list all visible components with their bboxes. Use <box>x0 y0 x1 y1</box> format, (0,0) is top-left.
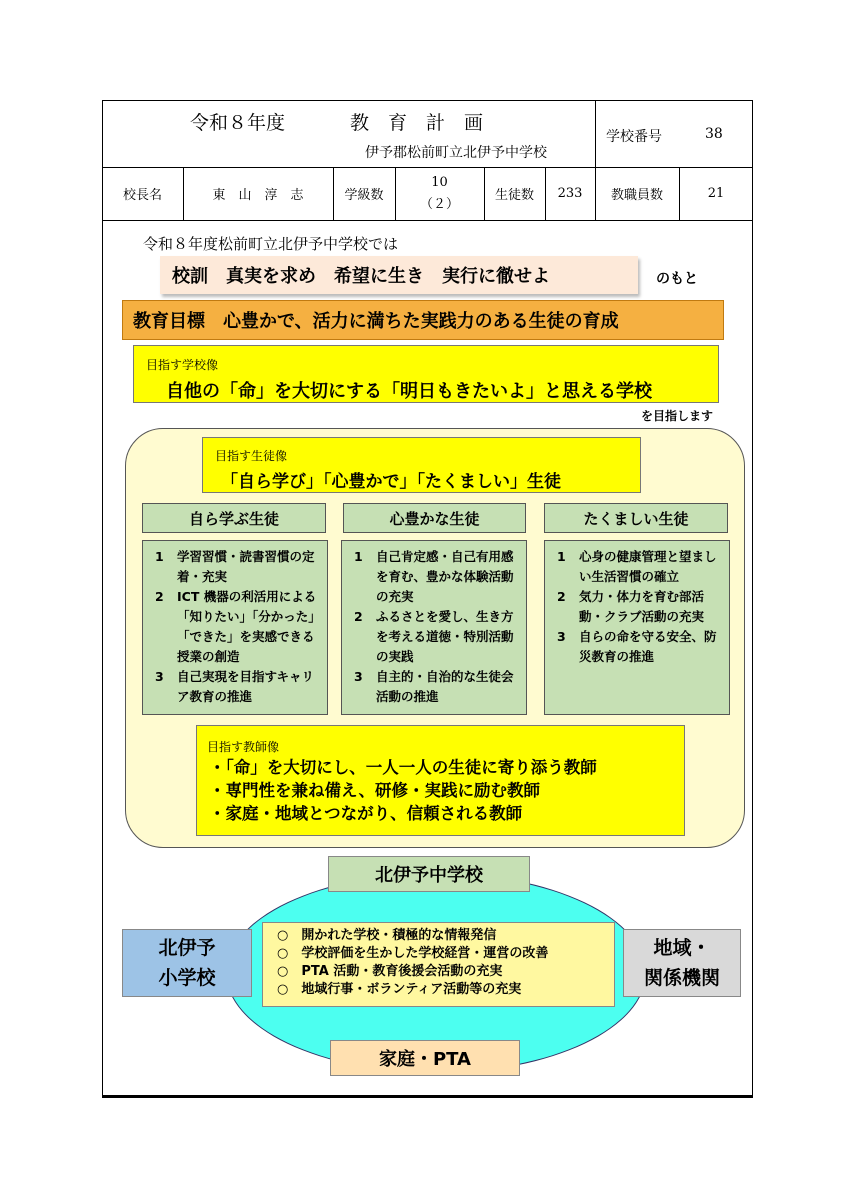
list-item: 1 自己肯定感・自己有用感を育む、豊かな体験活動の充実 <box>354 549 514 604</box>
school-number: 38 <box>705 126 723 142</box>
table-divider <box>595 100 596 167</box>
school-name: 伊予郡松前町立北伊予中学校 <box>365 145 547 161</box>
school-vision-box <box>133 345 719 403</box>
list-item: ○ PTA 活動・教育後援会活動の充実 <box>277 964 503 979</box>
column-body-rich-heart <box>341 540 527 715</box>
column-body-self-learning <box>142 540 328 715</box>
family-pta-box: 家庭・PTA <box>330 1040 520 1076</box>
classes-value: 10 <box>431 174 448 190</box>
education-goal: 教育目標 心豊かで、活力に満ちた実践力のある生徒の育成 <box>122 300 724 340</box>
list-item: 1 心身の健康管理と望ましい生活習慣の確立 <box>557 549 717 584</box>
elementary-school-line1: 北伊予 <box>158 937 216 959</box>
intro-text: 令和８年度松前町立北伊予中学校では <box>143 235 399 253</box>
motto-suffix: のもと <box>656 271 698 287</box>
teacher-vision-label: 目指す教師像 <box>207 740 280 754</box>
list-item: 2 ふるさとを愛し、生き方を考える道徳・特別活動の実践 <box>354 609 514 664</box>
school-number-label: 学校番号 <box>606 129 662 145</box>
staff-label: 教職員数 <box>610 188 663 203</box>
classes-cell <box>395 167 484 220</box>
list-item: 1 学習習慣・読書習慣の定着・充実 <box>155 549 315 584</box>
students-label: 生徒数 <box>494 188 534 203</box>
list-item: 3 自主的・自治的な生徒会活動の推進 <box>354 669 514 704</box>
list-item: 3 自己実現を目指すキャリア教育の推進 <box>155 669 315 704</box>
list-item: ○ 学校評価を生かした学校経営・運営の改善 <box>277 946 549 961</box>
students-value: 233 <box>557 186 583 201</box>
principal-name: 東 山 淳 志 <box>212 188 304 203</box>
student-vision-text: 「自ら学び」「心豊かで」「たくましい」生徒 <box>221 472 561 492</box>
center-school-label: 北伊予中学校 <box>328 856 530 892</box>
list-item: 3 自らの命を守る安全、防災教育の推進 <box>557 629 717 664</box>
plan-year: 令和８年度 <box>190 112 286 134</box>
list-item: ○ 開かれた学校・積極的な情報発信 <box>277 928 497 943</box>
elementary-school-line2: 小学校 <box>158 967 216 989</box>
student-vision-box <box>202 437 641 493</box>
column-body-resilient <box>544 540 730 715</box>
principal-label: 校長名 <box>122 188 162 203</box>
list-item: ○ 地域行事・ボランティア活動等の充実 <box>277 982 522 997</box>
elementary-school-box <box>122 929 252 997</box>
column-title-self-learning: 自ら学ぶ生徒 <box>142 503 326 533</box>
community-box <box>623 929 741 997</box>
school-motto: 校訓 真実を求め 希望に生き 実行に徹せよ <box>160 256 638 294</box>
school-vision-text: 自他の「命」を大切にする「明日もきたいよ」と思える学校 <box>166 381 652 402</box>
school-vision-suffix: を目指します <box>641 409 714 423</box>
cooperation-list <box>262 922 615 1007</box>
community-line1: 地域・ <box>653 937 711 959</box>
classes-label: 学級数 <box>344 188 384 203</box>
teacher-vision-line: ・専門性を兼ね備え、研修・実践に励む教師 <box>209 781 540 800</box>
column-title-rich-heart: 心豊かな生徒 <box>343 503 526 533</box>
table-divider <box>102 220 753 221</box>
school-vision-label: 目指す学校像 <box>146 358 219 372</box>
plan-title: 教 育 計 画 <box>350 112 484 134</box>
teacher-vision-line: ・「命」を大切にし、一人一人の生徒に寄り添う教師 <box>209 758 597 777</box>
teacher-vision-line: ・家庭・地域とつながり、信頼される教師 <box>209 804 523 823</box>
list-item: 2 ICT 機器の利活用による「知りたい」「分かった」「できた」を実感できる授業の創造 <box>155 589 317 664</box>
teacher-vision-list <box>209 756 597 825</box>
community-line2: 関係機関 <box>643 967 720 989</box>
classes-special: （２） <box>419 196 459 212</box>
list-item: 2 気力・体力を育む部活動・クラブ活動の充実 <box>557 589 705 624</box>
teacher-vision-box <box>196 725 685 836</box>
staff-value: 21 <box>707 186 725 201</box>
column-title-resilient: たくましい生徒 <box>544 503 728 533</box>
student-vision-label: 目指す生徒像 <box>215 449 288 463</box>
